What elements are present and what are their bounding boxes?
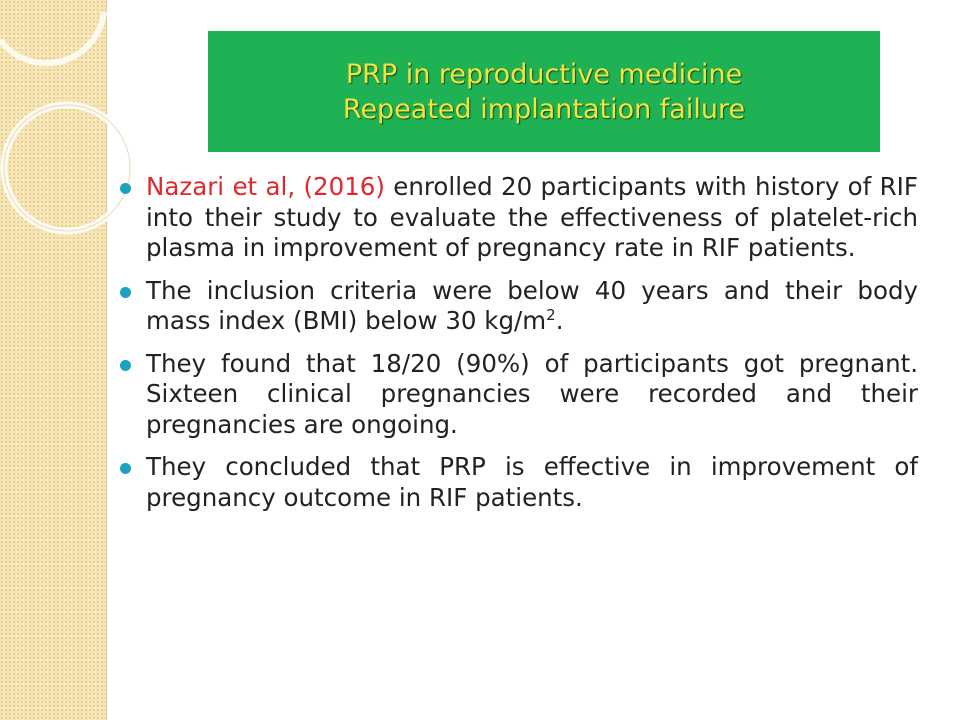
title-line-2: Repeated implantation failure [342, 93, 746, 125]
bullet-icon [120, 287, 131, 298]
title-line-1: PRP in reproductive medicine [345, 58, 743, 90]
citation-text: Nazari et al, (2016) [146, 172, 385, 201]
bullet-icon [120, 360, 131, 371]
bullet-list [120, 172, 918, 525]
bullet-text: The inclusion criteria were below 40 years and their body mass index (BMI) below 30 kg/m [146, 275, 918, 335]
bullet-item [120, 276, 918, 337]
bullet-text: They concluded that PRP is effective in improvement of pregnancy outcome in RIF patients. [146, 452, 918, 512]
top-arc [0, 12, 104, 63]
bullet-item [120, 172, 918, 264]
bullet-item [120, 349, 918, 441]
bullet-item [120, 452, 918, 513]
bullet-tail: . [555, 306, 564, 335]
bullet-icon [120, 183, 131, 194]
large-ring [4, 105, 130, 231]
decorative-circles [0, 0, 140, 330]
superscript: 2 [546, 305, 556, 324]
title-box [208, 31, 880, 152]
bullet-text: They found that 18/20 (90%) of participants got pregnant. Sixteen clinical pregnancies were recorded and their pregnancies are ongoing. [146, 348, 918, 439]
bullet-icon [120, 463, 131, 474]
bullet-text: enrolled 20 participants with history of RIF into their study to evaluate the effectiveness of platelet-rich plasma in improvement of pregnancy rate in RIF patients. [146, 172, 918, 262]
